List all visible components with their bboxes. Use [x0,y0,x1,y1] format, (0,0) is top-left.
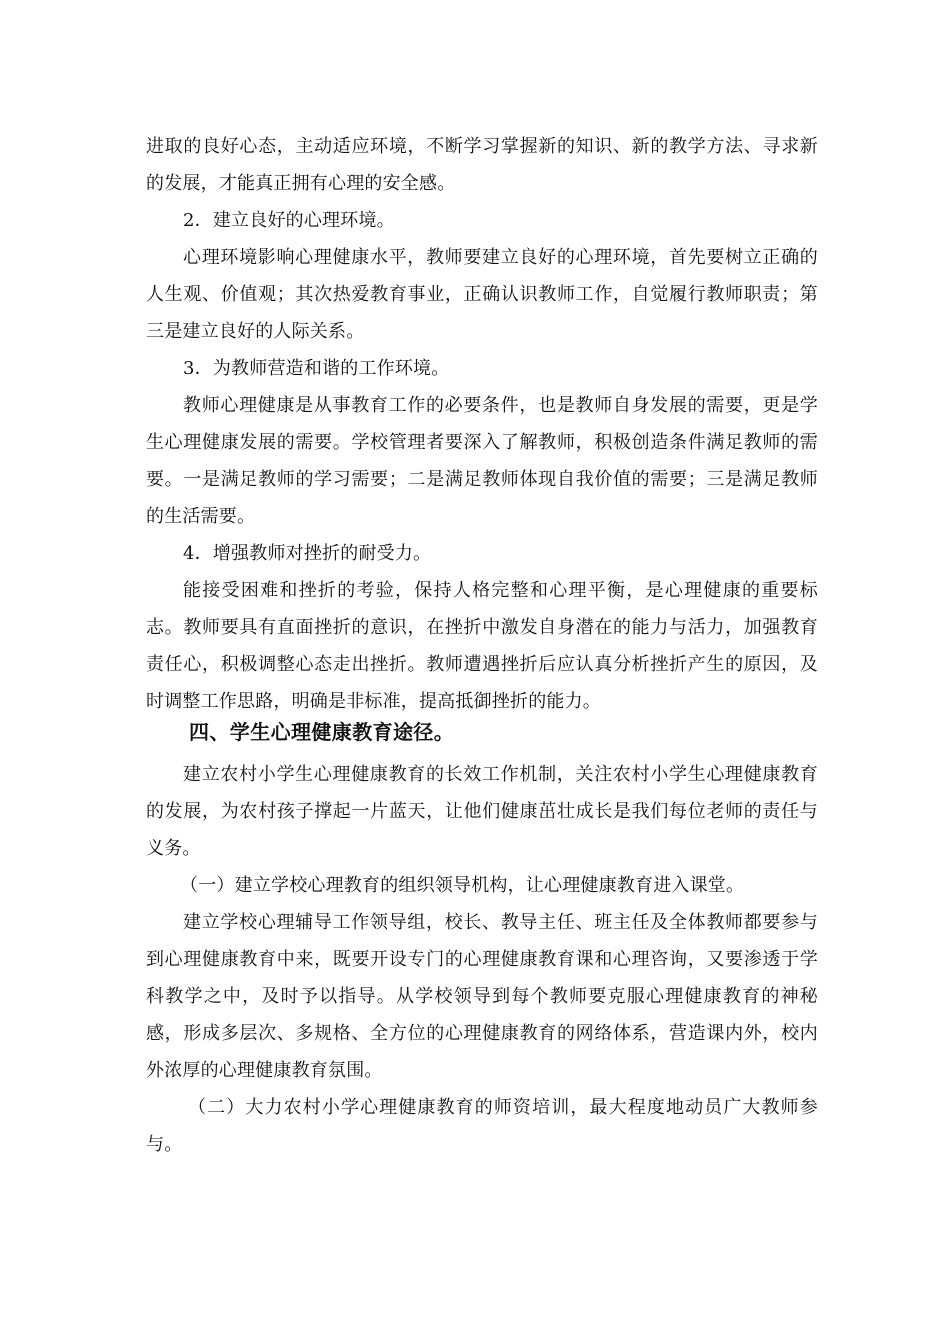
item-2-title: 2．建立良好的心理环境。 [183,210,395,231]
section-4-heading: 四、学生心理健康教育途径。 [189,720,455,744]
item-3-title: 3．为教师营造和谐的工作环境。 [183,358,450,379]
section-4-intro: 建立农村小学生心理健康教育的长效工作机制，关注农村小学生心理健康教育的发展，为农村孩子撑起一片蓝天，让他们健康茁壮成长是我们每位老师的责任与义务。 [146,764,818,859]
subsection-2-title: （二）大力农村小学心理健康教育的师资培训，最大程度地动员广大教师参与。 [146,1097,818,1155]
subsection-1-body: 建立学校心理辅导工作领导组，校长、教导主任、班主任及全体教师都要参与到心理健康教育中来，既要开设专门的心理健康教育课和心理咨询，又要渗透于学科教学之中，及时予以指导。从学校领导到每个教师要克服心理健康教育的神秘感，形成多层次、多规格、全方位的心理健康教育的网络体系，营造课内外，校内外浓厚的心理健康教育氛围。 [146,912,818,1081]
item-3-body: 教师心理健康是从事教育工作的必要条件，也是教师自身发展的需要，更是学生心理健康发展的需要。学校管理者要深入了解教师，积极创造条件满足教师的需要。一是满足教师的学习需要；二是满足教师体现自我价值的需要；三是满足教师的生活需要。 [146,395,818,527]
subsection-1-title: （一）建立学校心理教育的组织领导机构，让心理健康教育进入课堂。 [180,875,745,896]
item-4-body: 能接受困难和挫折的考验，保持人格完整和心理平衡，是心理健康的重要标志。教师要具有直面挫折的意识，在挫折中激发自身潜在的能力与活力，加强教育责任心，积极调整心态走出挫折。教师遭遇挫折后应认真分析挫折产生的原因，及时调整工作思路，明确是非标准，提高抵御挫折的能力。 [146,580,818,712]
item-2-body: 心理环境影响心理健康水平，教师要建立良好的心理环境，首先要树立正确的人生观、价值观；其次热爱教育事业，正确认识教师工作，自觉履行教师职责；第三是建立良好的人际关系。 [146,247,818,342]
paragraph-continuation: 进取的良好心态，主动适应环境，不断学习掌握新的知识、新的教学方法、寻求新的发展，才能真正拥有心理的安全感。 [146,136,818,194]
item-4-title: 4．增强教师对挫折的耐受力。 [183,543,432,564]
